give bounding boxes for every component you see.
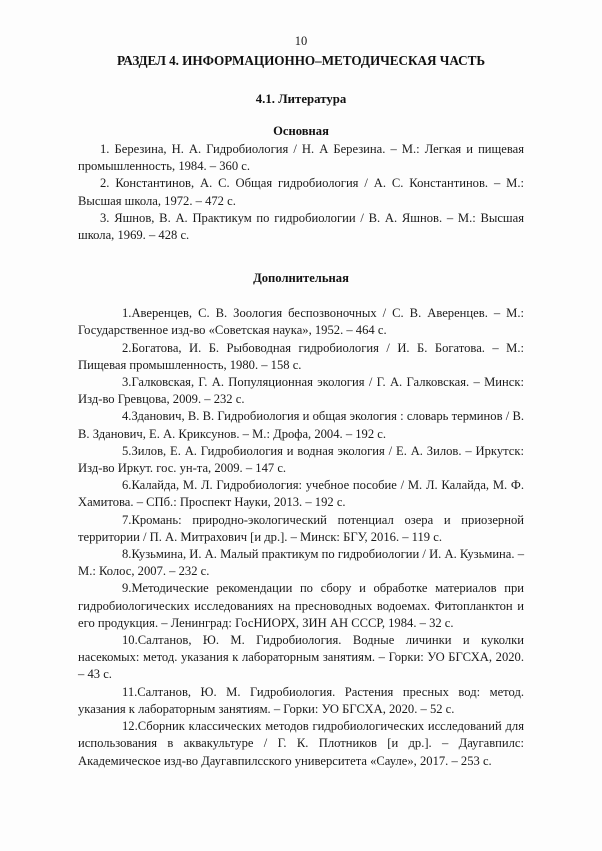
reference-number: 2. (122, 340, 132, 355)
reference-text: Зилов, Е. А. Гидробиология и водная экология / Е. А. Зилов. – Иркутск: Изд-во Иркут. гос. ун-та, 2009. – 147 с. (78, 443, 524, 476)
reference-number: 1. (122, 306, 132, 321)
reference-text: Салтанов, Ю. М. Гидробиология. Водные личинки и куколки насекомых: метод. указания к лабораторным занятиям. – Горки: УО БГСХА, 2020. – 43 с. (78, 633, 524, 682)
reference-item (78, 512, 524, 546)
reference-text: Салтанов, Ю. М. Гидробиология. Растения пресных вод: метод. указания к лабораторным занятиям. – Горки: УО БГСХА, 2020. – 52 с. (78, 684, 524, 716)
group-title-basic: Основная (273, 124, 329, 138)
reference-text: Березина, Н. А. Гидробиология / Н. А Березина. – М.: Легкая и пищевая промышленность, 1984. – 360 с. (78, 142, 524, 174)
reference-number: 9. (122, 581, 132, 596)
reference-item (78, 210, 524, 244)
reference-number: 7. (122, 512, 132, 527)
reference-text: Сборник классических методов гидробиологических исследований для использования в аквакультуре / Г. К. Плотников [и др.]. – Даугавпилс: Академическое изд-во Даугавпилсского университета «Сауле», 2017. – 253 с. (78, 719, 524, 768)
reference-number: 12. (122, 719, 138, 734)
reference-item (78, 546, 524, 580)
reference-item (78, 340, 524, 374)
reference-text: Калайда, М. Л. Гидробиология: учебное пособие / М. Л. Калайда, М. Ф. Хамитова. – СПб.: Проспект Науки, 2013. – 192 с. (78, 478, 524, 510)
basic-reference-list (78, 141, 524, 244)
reference-item (78, 477, 524, 511)
reference-number: 4. (122, 409, 132, 424)
reference-item (78, 684, 524, 718)
reference-number: 5. (122, 443, 132, 458)
reference-text: Константинов, А. С. Общая гидробиология / А. С. Константинов. – М.: Высшая школа, 1972. – 472 с. (78, 176, 524, 208)
reference-text: Зданович, В. В. Гидробиология и общая экология : словарь терминов / В. В. Зданович, Е. А. Криксунов. – М.: Дрофа, 2004. – 192 с. (78, 409, 524, 441)
reference-text: Богатова, И. Б. Рыбоводная гидробиология / И. Б. Богатова. – М.: Пищевая промышленность, 1980. – 158 с. (78, 340, 524, 372)
reference-number: 6. (122, 478, 132, 493)
reference-number: 3. (100, 210, 110, 225)
reference-number: 2. (100, 176, 110, 191)
page-number: 10 (294, 34, 308, 48)
reference-number: 10. (122, 633, 138, 648)
reference-number: 11. (122, 684, 138, 699)
reference-number: 3. (122, 375, 132, 390)
reference-text: Методические рекомендации по сбору и обработке материалов при гидробиологических исследованиях на пресноводных водоемах. Фитопланктон и его продукция. – Ленинград: ГосНИОРХ, ЗИН АН СССР, 1984. – 32 с. (78, 581, 524, 630)
additional-reference-list (78, 305, 524, 769)
reference-text: Яшнов, В. А. Практикум по гидробиологии / В. А. Яшнов. – М.: Высшая школа, 1969. – 428 с. (78, 210, 524, 243)
reference-text: Галковская, Г. А. Популяционная экология / Г. А. Галковская. – Минск: Изд-во Гревцова, 2009. – 232 с. (78, 375, 524, 407)
reference-item (78, 580, 524, 632)
reference-item (78, 141, 524, 175)
reference-number: 8. (122, 547, 132, 562)
reference-item (78, 175, 524, 209)
reference-item (78, 408, 524, 442)
subsection-title: 4.1. Литература (255, 92, 347, 106)
reference-item (78, 443, 524, 477)
page-content (78, 52, 524, 770)
reference-item (78, 305, 524, 339)
reference-item (78, 632, 524, 684)
group-title-additional: Дополнительная (253, 271, 349, 286)
reference-number: 1. (100, 142, 110, 156)
reference-text: Аверенцев, С. В. Зоология беспозвоночных / С. В. Аверенцев. – М.: Государственное изд-во «Советская наука», 1952. – 464 с. (78, 306, 524, 338)
reference-item (78, 718, 524, 770)
reference-item (78, 374, 524, 408)
reference-text: Кромань: природно-экологический потенциал озера и приозерной территории / П. А. Митрахович [и др.]. – Минск: БГУ, 2016. – 119 с. (78, 512, 524, 544)
reference-text: Кузьмина, И. А. Малый практикум по гидробиологии / И. А. Кузьмина. – М.: Колос, 2007. – 232 с. (78, 547, 524, 579)
section-title: РАЗДЕЛ 4. ИНФОРМАЦИОННО–МЕТОДИЧЕСКАЯ ЧАСТЬ (116, 53, 486, 68)
